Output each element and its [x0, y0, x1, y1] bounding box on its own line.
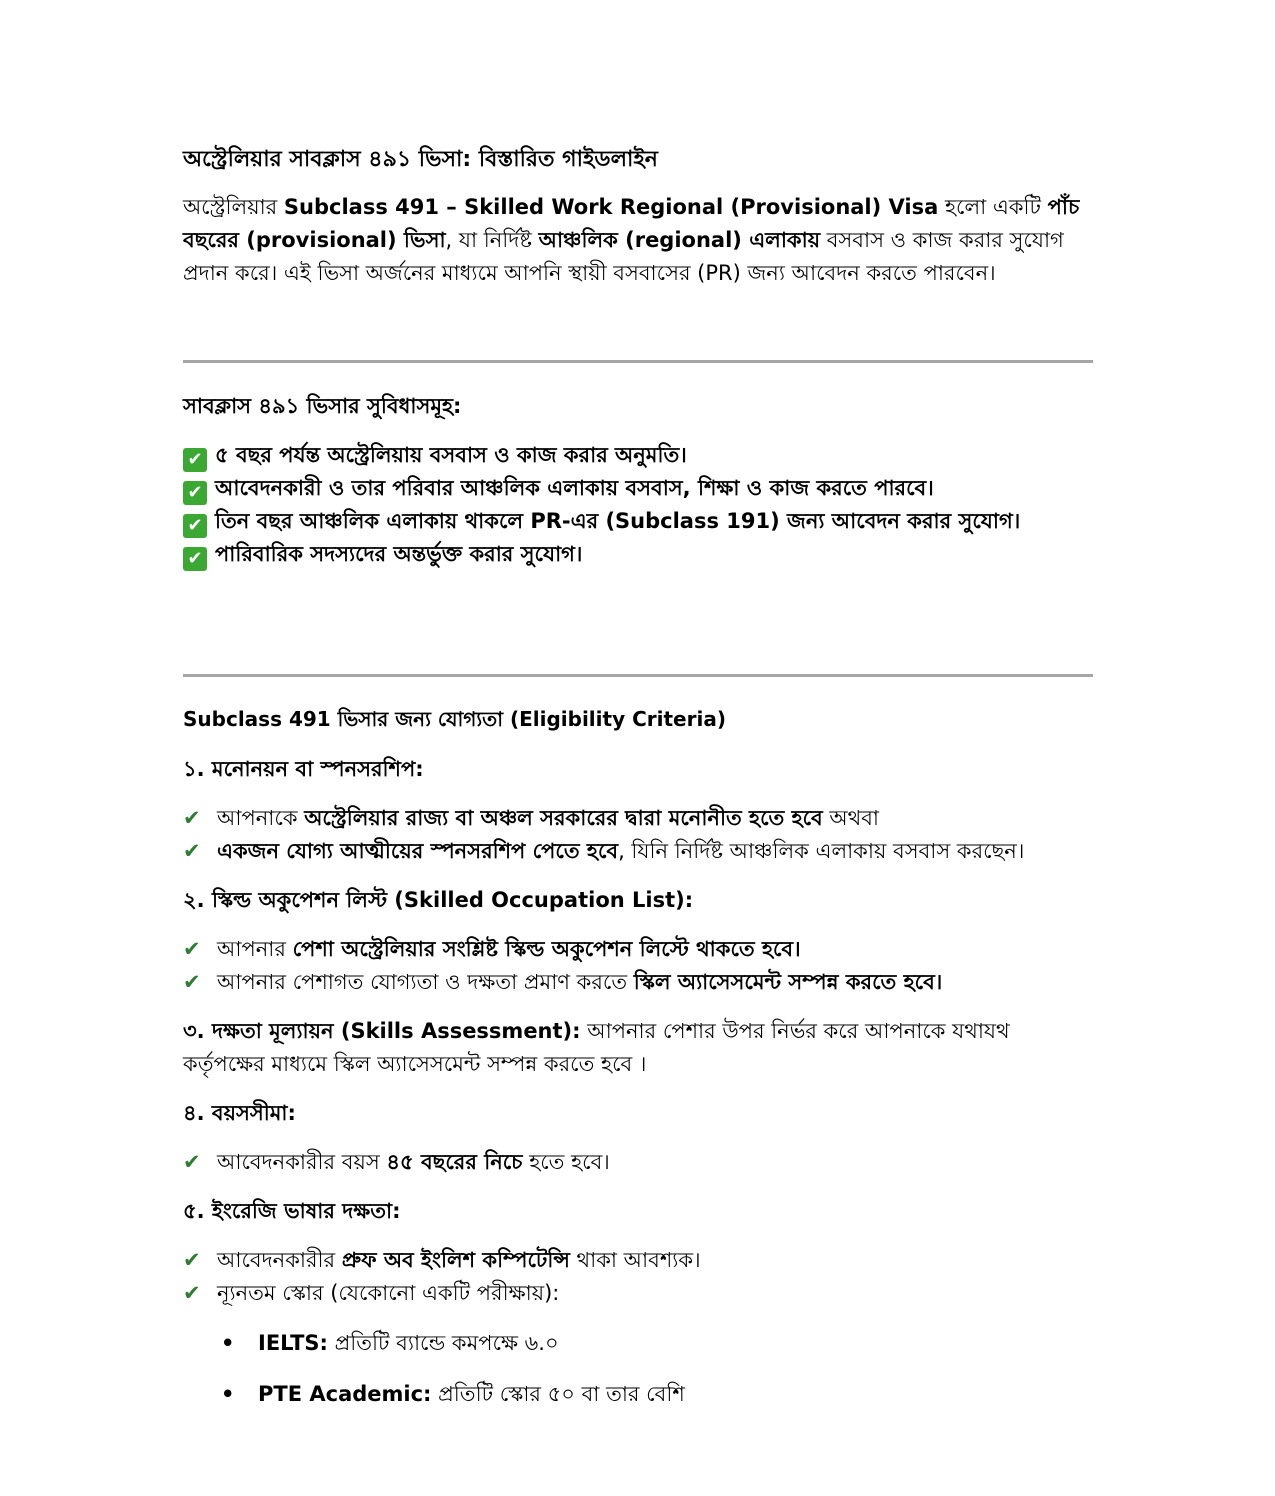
check-item-bold: স্কিল অ্যাসেসমেন্ট সম্পন্ন করতে হবে।	[633, 970, 943, 994]
intro-paragraph	[183, 191, 1093, 290]
check-item-text: অথবা	[822, 806, 879, 830]
check-item-text: হতে হবে।	[522, 1150, 610, 1174]
section-1-heading: ১. মনোনয়ন বা স্পনসরশিপ:	[183, 757, 424, 781]
score-bullet-list	[183, 1327, 1093, 1411]
check-item-text: আবেদনকারীর বয়স	[217, 1150, 387, 1174]
score-test-name: PTE Academic:	[258, 1382, 432, 1406]
green-check-box-icon: ✔	[183, 448, 207, 472]
page-title: অস্ট্রেলিয়ার সাবক্লাস ৪৯১ ভিসা: বিস্তারিত গাইডলাইন	[183, 147, 658, 172]
eligibility-heading: Subclass 491 ভিসার জন্য যোগ্যতা (Eligibility Criteria)	[183, 707, 726, 731]
section-4-heading: ৪. বয়সসীমা:	[183, 1101, 296, 1125]
check-item	[183, 966, 1093, 999]
section-4-list	[183, 1146, 1093, 1179]
check-item-bold: পেশা অস্ট্রেলিয়ার সংশ্লিষ্ট স্কিল্ড অকুপেশন লিস্টে থাকতে হবে।	[292, 937, 801, 961]
check-item-text: থাকা আবশ্যক।	[569, 1248, 701, 1272]
intro-bold-3: আঞ্চলিক (regional) এলাকায়	[538, 228, 821, 252]
check-item	[183, 802, 1093, 835]
check-mark-icon: ✔	[183, 1281, 201, 1305]
benefit-item	[183, 505, 1093, 538]
score-test-name: IELTS:	[258, 1331, 328, 1355]
bullet-icon: •	[221, 1331, 235, 1355]
benefit-item-text: তিন বছর আঞ্চলিক এলাকায় থাকলে PR-এর (Subclass 191) জন্য আবেদন করার সুযোগ।	[215, 509, 1021, 533]
green-check-box-icon: ✔	[183, 547, 207, 571]
green-check-box-icon: ✔	[183, 514, 207, 538]
score-bullet-item	[183, 1378, 1093, 1411]
divider	[183, 674, 1093, 677]
benefits-list	[183, 439, 1093, 571]
benefit-item	[183, 439, 1093, 472]
benefit-item	[183, 472, 1093, 505]
intro-bold-2: পাঁচ বছরের (provisional) ভিসা	[183, 195, 1080, 252]
section-5-heading: ৫. ইংরেজি ভাষার দক্ষতা:	[183, 1199, 401, 1223]
check-item-bold: একজন যোগ্য আত্মীয়ের স্পনসরশিপ পেতে হবে	[217, 839, 619, 863]
check-mark-icon: ✔	[183, 937, 201, 961]
benefit-item	[183, 538, 1093, 571]
benefit-item-text: আবেদনকারী ও তার পরিবার আঞ্চলিক এলাকায় বসবাস, শিক্ষা ও কাজ করতে পারবে।	[215, 476, 934, 500]
section-2-list	[183, 933, 1093, 999]
intro-text-2: হলো একটি	[938, 195, 1048, 219]
section-3-heading: ৩. দক্ষতা মূল্যায়ন (Skills Assessment):	[183, 1019, 581, 1043]
section-2-heading: ২. স্কিল্ড অকুপেশন লিস্ট (Skilled Occupation List):	[183, 888, 694, 912]
score-requirement: প্রতিটি ব্যান্ডে কমপক্ষে ৬.০	[327, 1331, 559, 1355]
title-block	[183, 143, 1093, 176]
divider	[183, 360, 1093, 363]
check-item-text: আপনার পেশাগত যোগ্যতা ও দক্ষতা প্রমাণ করতে	[217, 970, 634, 994]
section-3-paragraph	[183, 1015, 1093, 1081]
check-mark-icon: ✔	[183, 1248, 201, 1272]
score-requirement: প্রতিটি স্কোর ৫০ বা তার বেশি	[431, 1382, 685, 1406]
check-item	[183, 1277, 1093, 1310]
section-5-list	[183, 1244, 1093, 1310]
benefit-item-text: পারিবারিক সদস্যদের অন্তর্ভুক্ত করার সুযোগ।	[215, 542, 583, 566]
bullet-icon: •	[221, 1382, 235, 1406]
intro-text-1: অস্ট্রেলিয়ার	[183, 195, 284, 219]
check-item-text: আপনাকে	[217, 806, 305, 830]
section-1-list	[183, 802, 1093, 868]
check-mark-icon: ✔	[183, 970, 201, 994]
intro-bold-1: Subclass 491 – Skilled Work Regional (Provisional) Visa	[283, 195, 939, 219]
benefits-section	[183, 390, 1093, 571]
check-item-text: ন্যূনতম স্কোর (যেকোনো একটি পরীক্ষায়):	[217, 1281, 560, 1305]
check-item-bold: ৪৫ বছরের নিচে	[386, 1150, 523, 1174]
check-item	[183, 1244, 1093, 1277]
check-item-bold: প্রুফ অব ইংলিশ কম্পিটেন্সি	[341, 1248, 570, 1272]
check-item-bold: অস্ট্রেলিয়ার রাজ্য বা অঞ্চল সরকারের দ্বারা মনোনীত হতে হবে	[304, 806, 823, 830]
check-item	[183, 835, 1093, 868]
check-item-text: , যিনি নির্দিষ্ট আঞ্চলিক এলাকায় বসবাস করছেন।	[618, 839, 1025, 863]
check-mark-icon: ✔	[183, 1150, 201, 1174]
check-mark-icon: ✔	[183, 839, 201, 863]
green-check-box-icon: ✔	[183, 481, 207, 505]
section-3-text: আপনার পেশার উপর নির্ভর করে আপনাকে যথাযথ কর্তৃপক্ষের মাধ্যমে স্কিল অ্যাসেসমেন্ট সম্পন্ন করতে হবে ।	[183, 1019, 1010, 1076]
check-item-text: আপনার	[217, 937, 293, 961]
check-item	[183, 933, 1093, 966]
intro-text-4: বসবাস ও কাজ করার সুযোগ প্রদান করে। এই ভিসা অর্জনের মাধ্যমে আপনি স্থায়ী বসবাসের (PR) জন্য আবেদন করতে পারবেন।	[183, 228, 1064, 285]
benefits-heading: সাবক্লাস ৪৯১ ভিসার সুবিধাসমূহ:	[183, 394, 462, 418]
intro-text-3: , যা নির্দিষ্ট	[445, 228, 539, 252]
check-mark-icon: ✔	[183, 806, 201, 830]
check-item-text: আবেদনকারীর	[217, 1248, 342, 1272]
score-bullet-item	[183, 1327, 1093, 1360]
benefit-item-text: ৫ বছর পর্যন্ত অস্ট্রেলিয়ায় বসবাস ও কাজ করার অনুমতি।	[215, 443, 687, 467]
check-item	[183, 1146, 1093, 1179]
eligibility-section	[183, 703, 1093, 1429]
